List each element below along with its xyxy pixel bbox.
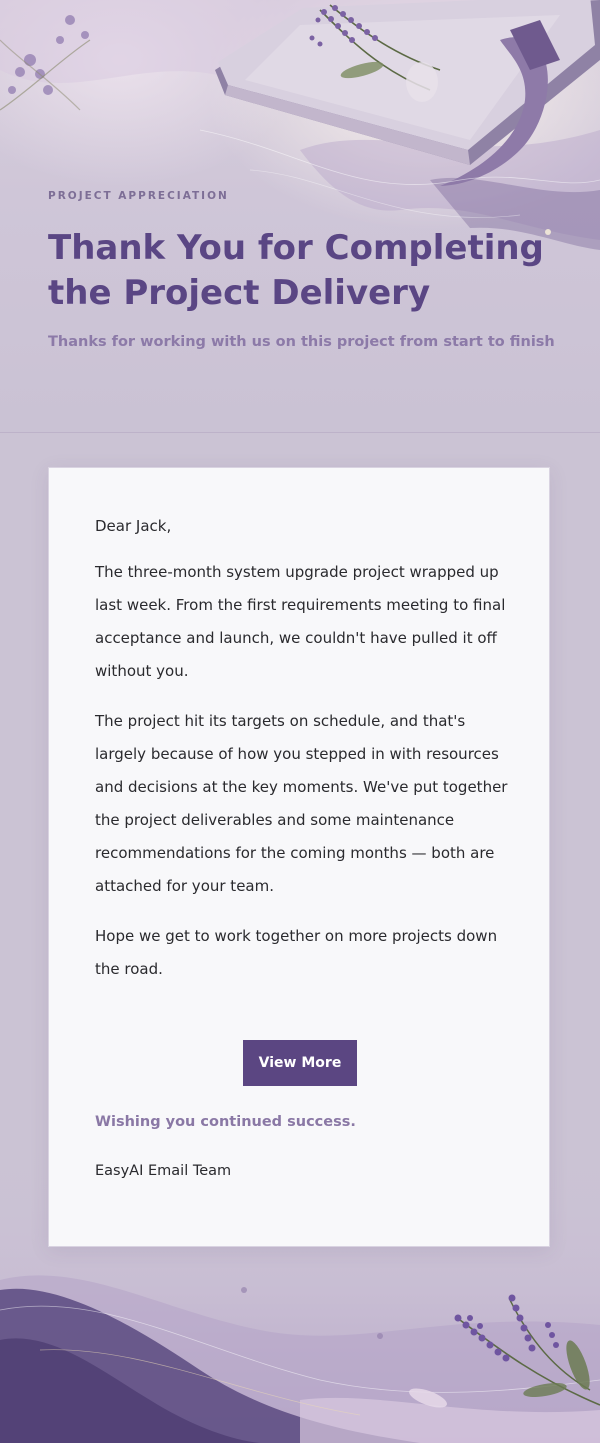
button-container bbox=[49, 1040, 551, 1086]
letter-paragraph: The project hit its targets on schedule, and that's largely because of how you stepped in with resources and decisions at the key moments. We've put together the project deliverables and some maintenance recommendations for the coming months — both are attached for your team. bbox=[95, 712, 508, 895]
letter-body bbox=[95, 514, 509, 1003]
signature: EasyAI Email Team bbox=[95, 1163, 232, 1179]
closing-line: Wishing you continued success. bbox=[95, 1114, 356, 1130]
letter-paragraph: Hope we get to work together on more projects down the road. bbox=[95, 927, 498, 978]
hero-illustration bbox=[0, 0, 600, 432]
page-title: Thank You for Completing the Project Delivery bbox=[48, 228, 544, 313]
hero-subtitle: Thanks for working with us on this project from start to finish bbox=[48, 334, 555, 350]
hero-eyebrow: PROJECT APPRECIATION bbox=[48, 190, 229, 202]
letter-paragraph: The three-month system upgrade project wrapped up last week. From the first requirements meeting to final acceptance and launch, we couldn't have pulled it off without you. bbox=[95, 563, 506, 680]
hero-banner bbox=[0, 0, 600, 432]
hero-divider bbox=[0, 432, 600, 433]
view-more-button[interactable]: View More bbox=[243, 1040, 357, 1086]
greeting: Dear Jack, bbox=[95, 517, 172, 535]
letter-card bbox=[48, 467, 550, 1247]
